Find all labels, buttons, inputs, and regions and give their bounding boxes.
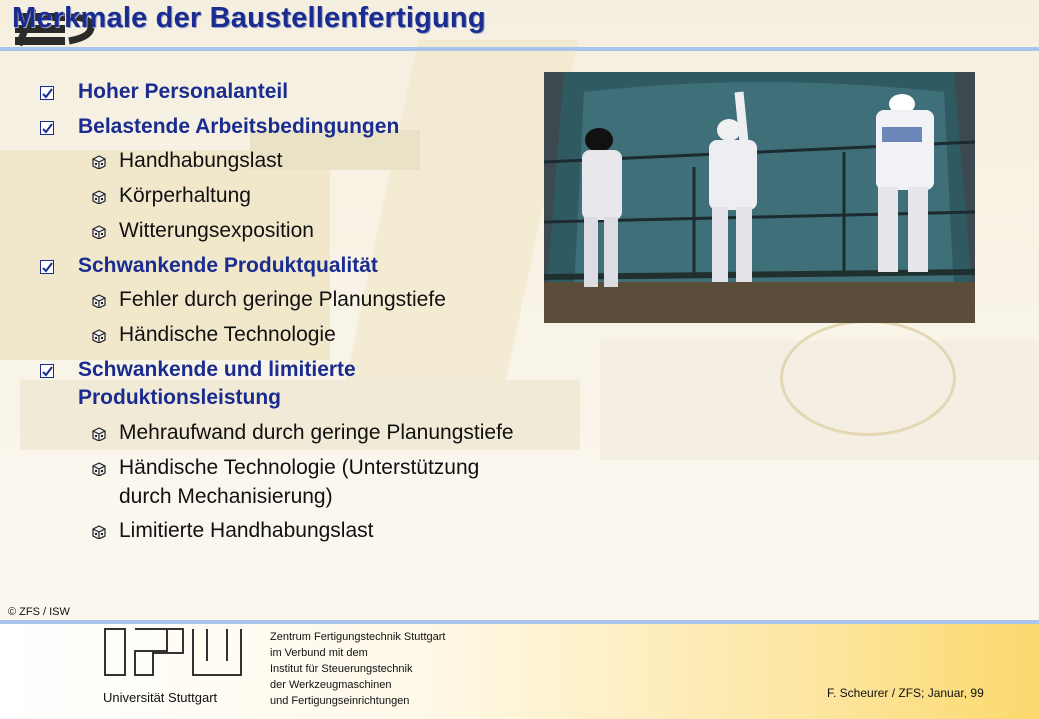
cube-bullet-icon [92,525,106,539]
checkbox-icon [40,260,54,274]
cube-bullet-icon [92,462,106,476]
sub-bullet-item [92,454,479,482]
bullet-continuation [78,384,281,412]
institute-line: im Verbund mit dem [270,647,368,659]
sub-bullet-item [92,517,373,545]
sub-bullet-text: Fehler durch geringe Planungstiefe [119,288,446,311]
author-date: F. Scheurer / ZFS; Januar, 99 [827,686,984,700]
slide-title: Merkmale der Baustellenfertigung [12,2,486,34]
bullet-text: Hoher Personalanteil [78,80,289,103]
sub-bullet-text: Händische Technologie [119,323,336,346]
sub-bullet-text: durch Mechanisierung) [119,485,333,508]
cube-bullet-icon [92,427,106,441]
checkbox-icon [40,86,54,100]
sub-bullet-text: Körperhaltung [119,184,251,207]
sub-bullet-text: Handhabungslast [119,149,283,172]
sub-bullet-text: Witterungsexposition [119,219,314,242]
copyright: © ZFS / ISW [8,606,70,618]
sub-bullet-text: Mehraufwand durch geringe Planungstiefe [119,421,514,444]
institute-line: Institut für Steuerungstechnik [270,663,413,675]
cube-bullet-icon [92,190,106,204]
checkbox-icon [40,121,54,135]
sub-bullet-text: Händische Technologie (Unterstützung [119,456,480,479]
bullet-text: Produktionsleistung [78,386,282,409]
sub-bullet-item [92,321,336,349]
bullet-item [40,356,356,384]
sub-bullet-item [92,217,314,245]
sub-bullet-item [92,147,282,175]
institute-line: Zentrum Fertigungstechnik Stuttgart [270,631,446,643]
workers-photo [544,72,975,323]
footer-divider [0,620,1039,624]
cube-bullet-icon [92,155,106,169]
title-bar [0,0,1039,48]
cube-bullet-icon [92,329,106,343]
bullet-item [40,78,288,106]
bullet-text: Schwankende Produktqualität [78,254,378,277]
cube-bullet-icon [92,225,106,239]
bullet-item [40,252,378,280]
cube-bullet-icon [92,294,106,308]
title-divider [0,47,1039,51]
sub-bullet-item [92,419,514,447]
sub-bullet-text: Limitierte Handhabungslast [119,519,374,542]
bullet-text: Schwankende und limitierte [78,358,356,381]
university-name: Universität Stuttgart [103,690,218,705]
isw-logo [103,627,243,677]
sub-bullet-item [92,182,251,210]
institute-line: und Fertigungseinrichtungen [270,695,410,707]
institute-line: der Werkzeugmaschinen [270,679,392,691]
checkbox-icon [40,364,54,378]
institute-text [270,629,445,709]
sub-bullet-continuation [119,483,333,511]
sub-bullet-item [92,286,446,314]
bullet-text: Belastende Arbeitsbedingungen [78,115,400,138]
bullet-item [40,113,399,141]
